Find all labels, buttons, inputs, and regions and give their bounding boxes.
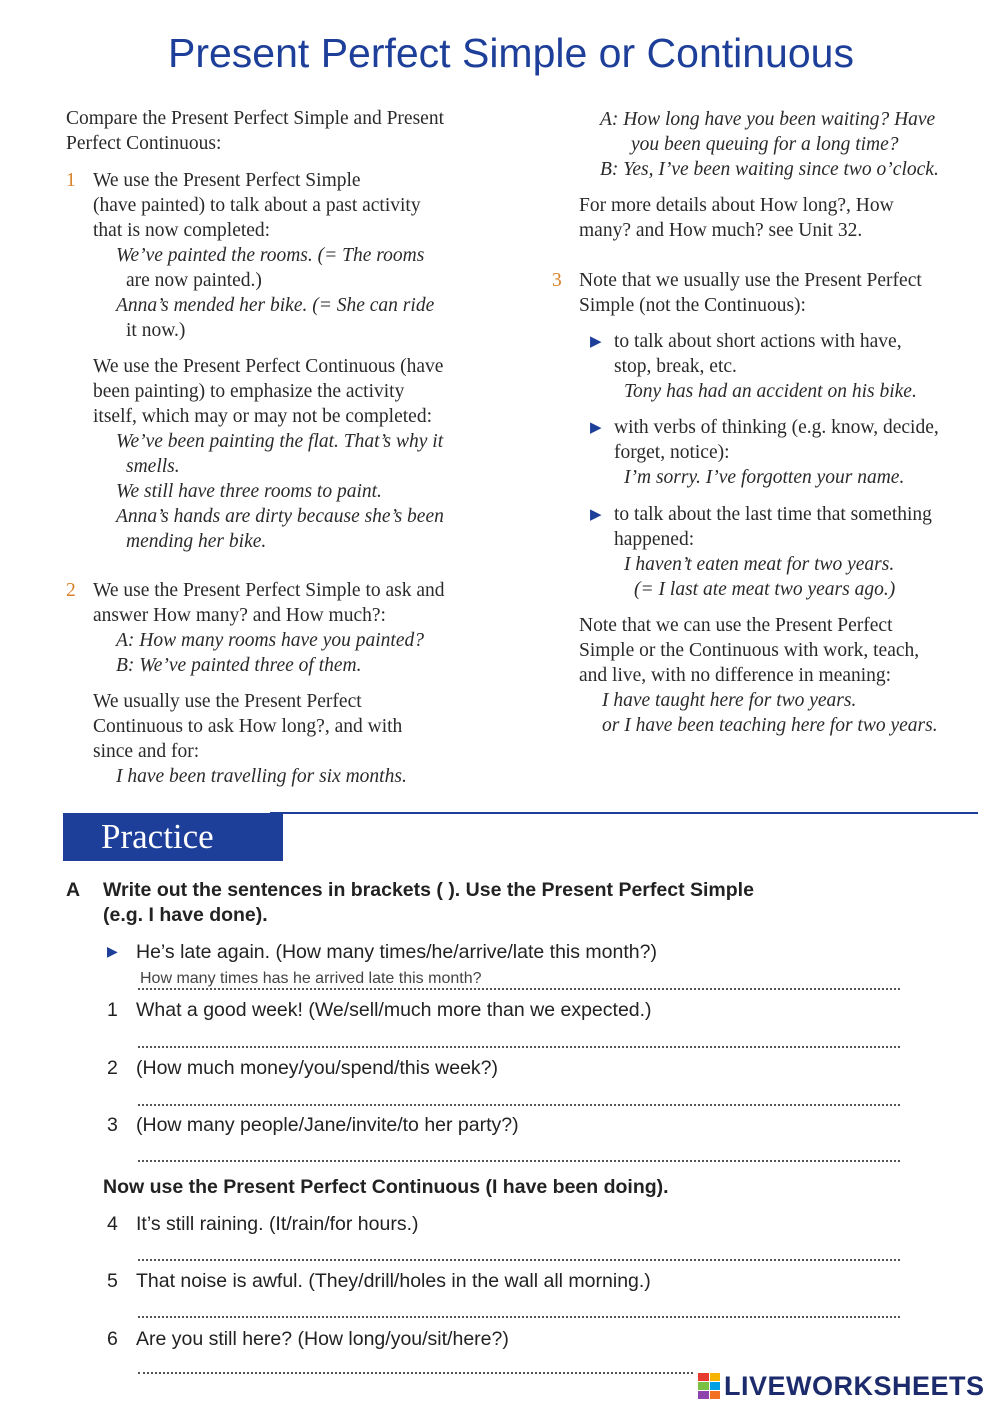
s1-example-3-line-2: smells. <box>126 456 180 477</box>
left-column <box>0 0 520 800</box>
s3-b1-line-1: to talk about short actions with have, <box>614 331 902 352</box>
s2-example: I have been travelling for six months. <box>116 766 407 787</box>
s3-p1-line-1: Note that we usually use the Present Perfect <box>579 270 922 291</box>
s3-b2-line-1: with verbs of thinking (e.g. know, decide, <box>614 417 939 438</box>
dialog-line-2: you been queuing for a long time? <box>631 134 899 155</box>
intro-line-2: Perfect Continuous: <box>66 133 222 154</box>
s3-p2-line-3: and live, with no difference in meaning: <box>579 665 892 686</box>
liveworksheets-logo[interactable] <box>698 1370 994 1402</box>
s3-p2-example-1: I have taught here for two years. <box>602 690 857 711</box>
answer-input-4[interactable] <box>138 1238 898 1260</box>
s1-example-4: We still have three rooms to paint. <box>116 481 382 502</box>
answer-line <box>138 1259 900 1261</box>
s1-example-2-line-2: it now.) <box>126 320 186 341</box>
more-line-1: For more details about How long?, How <box>579 195 894 216</box>
s2-p1-line-1: We use the Present Perfect Simple to ask and <box>93 580 445 601</box>
bullet-triangle-icon: ▶ <box>590 420 602 436</box>
s1-p2-line-3: itself, which may or may not be completed: <box>93 406 432 427</box>
intro-line-1: Compare the Present Perfect Simple and Present <box>66 108 444 129</box>
s1-example-3-line-1: We’ve been painting the flat. That’s why it <box>116 431 444 452</box>
bullet-triangle-icon: ▶ <box>590 334 602 350</box>
instruction-continuous: Now use the Present Perfect Continuous (I have been doing). <box>103 1176 669 1198</box>
answer-input-2[interactable] <box>138 1083 898 1105</box>
s3-p2-line-1: Note that we can use the Present Perfect <box>579 615 893 636</box>
exercise-label: A <box>66 879 81 901</box>
section-number-2: 2 <box>66 580 76 601</box>
right-column <box>520 0 1000 800</box>
practice-heading: Practice <box>63 813 283 861</box>
s3-b3-line-2: happened: <box>614 529 695 550</box>
item-number: 4 <box>107 1213 118 1235</box>
s1-p1-line-2: (have painted) to talk about a past activity <box>93 195 421 216</box>
dialog-line-1: A: How long have you been waiting? Have <box>600 109 936 130</box>
s1-example-1-line-2: are now painted.) <box>126 270 262 291</box>
s2-p1-line-2: answer How many? and How much?: <box>93 605 386 626</box>
s1-p1-line-1: We use the Present Perfect Simple <box>93 170 361 191</box>
bullet-triangle-icon: ▶ <box>590 507 602 523</box>
answer-line <box>138 988 900 990</box>
s3-b3-example-1: I haven’t eaten meat for two years. <box>624 554 895 575</box>
section-divider <box>270 812 978 814</box>
s2-dialog-b: B: We’ve painted three of them. <box>116 655 362 676</box>
section-number-3: 3 <box>552 270 562 291</box>
s1-p1-line-3: that is now completed: <box>93 220 271 241</box>
more-line-2: many? and How much? see Unit 32. <box>579 220 863 241</box>
item-question: What a good week! (We/sell/much more than we expected.) <box>136 999 652 1021</box>
item-question: (How many people/Jane/invite/to her party?) <box>136 1114 519 1136</box>
item-question: Are you still here? (How long/you/sit/here?) <box>136 1328 509 1350</box>
item-question: It’s still raining. (It/rain/for hours.) <box>136 1213 419 1235</box>
s1-p2-line-2: been painting) to emphasize the activity <box>93 381 405 402</box>
s3-b1-line-2: stop, break, etc. <box>614 356 737 377</box>
instruction-line-2: (e.g. I have done). <box>103 904 268 926</box>
section-number-1: 1 <box>66 170 76 191</box>
s3-p1-line-2: Simple (not the Continuous): <box>579 295 806 316</box>
s2-p2-line-1: We usually use the Present Perfect <box>93 691 362 712</box>
s3-b1-example: Tony has had an accident on his bike. <box>624 381 917 402</box>
s2-p2-line-3: since and for: <box>93 741 200 762</box>
answer-input-1[interactable] <box>138 1025 898 1047</box>
s2-dialog-a: A: How many rooms have you painted? <box>116 630 424 651</box>
item-number: 2 <box>107 1057 118 1079</box>
item-number: 5 <box>107 1270 118 1292</box>
s2-p2-line-2: Continuous to ask How long?, and with <box>93 716 403 737</box>
item-question: That noise is awful. (They/drill/holes in the wall all morning.) <box>136 1270 651 1292</box>
item-question: (How much money/you/spend/this week?) <box>136 1057 498 1079</box>
item-number: 1 <box>107 999 118 1021</box>
instruction-line-1: Write out the sentences in brackets ( ). Use the Present Perfect Simple <box>103 879 754 901</box>
s1-example-2-line-1: Anna’s mended her bike. (= She can ride <box>116 295 435 316</box>
answer-line <box>138 1316 900 1318</box>
item-number: 3 <box>107 1114 118 1136</box>
item-number: 6 <box>107 1328 118 1350</box>
s3-b3-line-1: to talk about the last time that something <box>614 504 932 525</box>
brand-name: LIVEWORKSHEETS <box>724 1370 985 1401</box>
s3-b3-example-2: (= I last ate meat two years ago.) <box>634 579 896 600</box>
page-title: Present Perfect Simple or Continuous <box>168 30 854 76</box>
answer-line <box>138 1160 900 1162</box>
answer-input-5[interactable] <box>138 1296 898 1318</box>
example-answer: How many times has he arrived late this month? <box>140 970 482 987</box>
s1-p2-line-1: We use the Present Perfect Continuous (have <box>93 356 444 377</box>
answer-input-3[interactable] <box>138 1140 898 1162</box>
s1-example-5-line-1: Anna’s hands are dirty because she’s been <box>116 506 444 527</box>
s3-b2-example: I’m sorry. I’ve forgotten your name. <box>624 467 905 488</box>
answer-line <box>138 1372 693 1374</box>
s3-p2-example-2: or I have been teaching here for two years. <box>602 715 938 736</box>
s3-b2-line-2: forget, notice): <box>614 442 730 463</box>
s1-example-1-line-1: We’ve painted the rooms. (= The rooms <box>116 245 425 266</box>
example-triangle-icon: ▶ <box>107 945 118 960</box>
liveworksheets-logo-icon <box>698 1373 720 1399</box>
s3-p2-line-2: Simple or the Continuous with work, teach, <box>579 640 920 661</box>
answer-line <box>138 1046 900 1048</box>
dialog-line-3: B: Yes, I’ve been waiting since two o’clock. <box>600 159 939 180</box>
s1-example-5-line-2: mending her bike. <box>126 531 267 552</box>
answer-line <box>138 1104 900 1106</box>
example-question: He’s late again. (How many times/he/arrive/late this month?) <box>136 941 657 963</box>
